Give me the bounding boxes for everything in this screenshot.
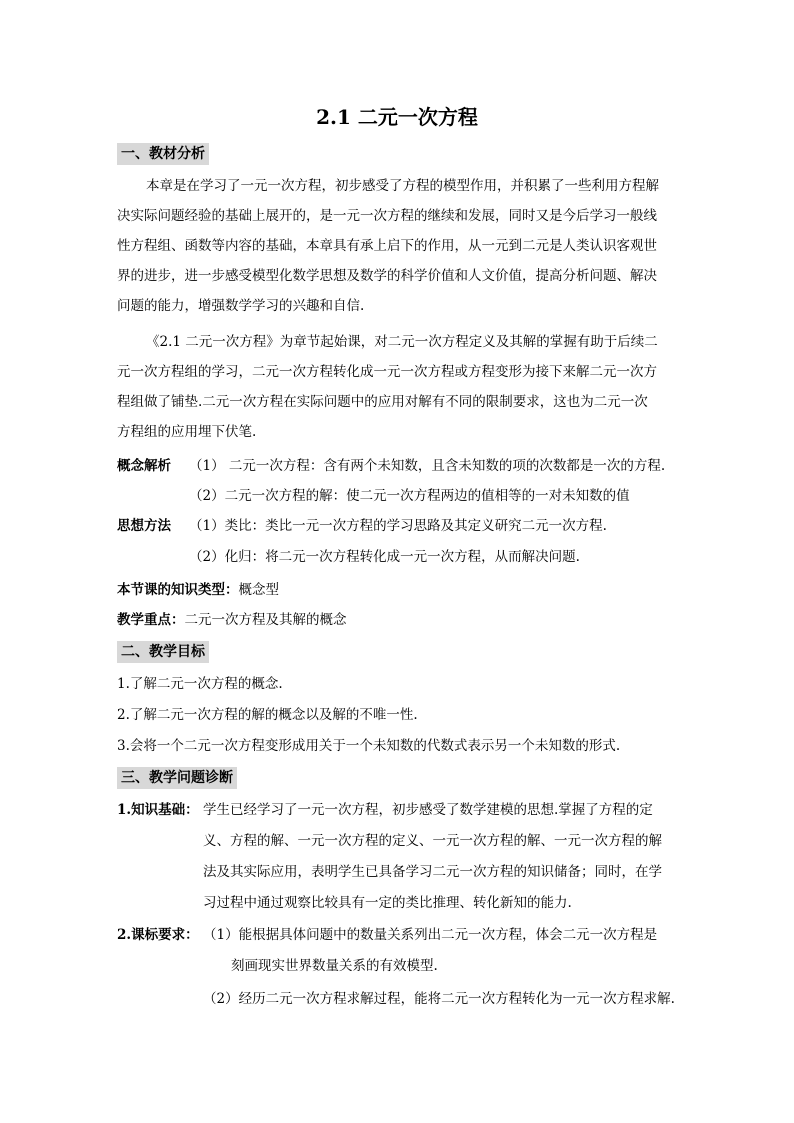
goal-item: 3.会将一个二元一次方程变形成用关于一个未知数的代数式表示另一个未知数的形式. [117,738,621,754]
knowledge-basis-line: 义、方程的解、一元一次方程的定义、一元一次方程的解、一元一次方程的解 [203,833,662,849]
method-label: 思想方法 [117,518,171,534]
concept-label: 概念解析 [117,458,171,474]
curriculum-standard-line: （2）经历二元一次方程求解过程，能将二元一次方程转化为一元一次方程求解. [203,991,675,1007]
section-heading-textbook-analysis: 一、教材分析 [117,143,209,165]
paragraph-line: 界的进步，进一步感受模型化数学思想及数学的科学价值和人文价值，提高分析问题、解决 [117,268,657,284]
knowledge-basis-line: 法及其实际应用，表明学生已具备学习二元一次方程的知识储备；同时，在学 [203,864,662,880]
goal-item: 1.了解二元一次方程的概念. [117,676,283,692]
curriculum-standard-line: 刻画现实世界数量关系的有效模型. [231,958,438,974]
key-point-row [117,610,347,630]
knowledge-type-label: 本节课的知识类型： [117,582,239,598]
paragraph-line: 决实际问题经验的基础上展开的，是一元一次方程的继续和发展，同时又是今后学习一般线 [117,208,657,224]
paragraph-line: 方程组的应用埋下伏笔. [117,424,257,440]
knowledge-type-row [117,580,279,600]
paragraph-line: 本章是在学习了一元一次方程，初步感受了方程的模型作用，并积累了一些利用方程解 [146,178,659,194]
concept-item: （2）二元一次方程的解：使二元一次方程两边的值相等的一对未知数的值 [189,488,630,504]
knowledge-basis-line: 习过程中通过观察比较具有一定的类比推理、转化新知的能力. [203,895,572,911]
key-point-label: 教学重点： [117,612,185,628]
concept-item: （1） 二元一次方程：含有两个未知数，且含未知数的项的次数都是一次的方程. [189,458,666,474]
section-heading-teaching-goals: 二、教学目标 [117,641,209,663]
knowledge-basis-line: 学生已经学习了一元一次方程，初步感受了数学建模的思想.掌握了方程的定 [203,802,653,818]
paragraph-line: 性方程组、函数等内容的基础，本章具有承上启下的作用，从一元到二元是人类认识客观世 [117,238,657,254]
knowledge-basis-label: 1.知识基础： [117,802,199,818]
curriculum-standard-label: 2.课标要求： [117,927,199,943]
paragraph-line: 问题的能力，增强数学学习的兴趣和自信. [117,298,365,314]
knowledge-type-value: 概念型 [238,582,279,598]
curriculum-standard-line: （1）能根据具体问题中的数量关系列出二元一次方程，体会二元一次方程是 [203,927,658,943]
page-title: 2.1 二元一次方程 [316,105,478,129]
paragraph-line: 元一次方程组的学习，二元一次方程转化成一元一次方程或方程变形为接下来解二元一次方 [117,364,657,380]
key-point-value: 二元一次方程及其解的概念 [184,612,347,628]
goal-item: 2.了解二元一次方程的解的概念以及解的不唯一性. [117,707,418,723]
paragraph-line: 《2.1 二元一次方程》为章节起始课，对二元一次方程定义及其解的掌握有助于后续二 [146,334,658,350]
paragraph-line: 程组做了铺垫.二元一次方程在实际问题中的应用对解有不同的限制要求，这也为二元一次 [117,394,648,410]
section-heading-problem-diagnosis: 三、教学问题诊断 [117,767,237,789]
method-item: （1）类比：类比一元一次方程的学习思路及其定义研究二元一次方程. [189,518,607,534]
method-item: （2）化归：将二元一次方程转化成一元一次方程，从而解决问题. [189,549,580,565]
